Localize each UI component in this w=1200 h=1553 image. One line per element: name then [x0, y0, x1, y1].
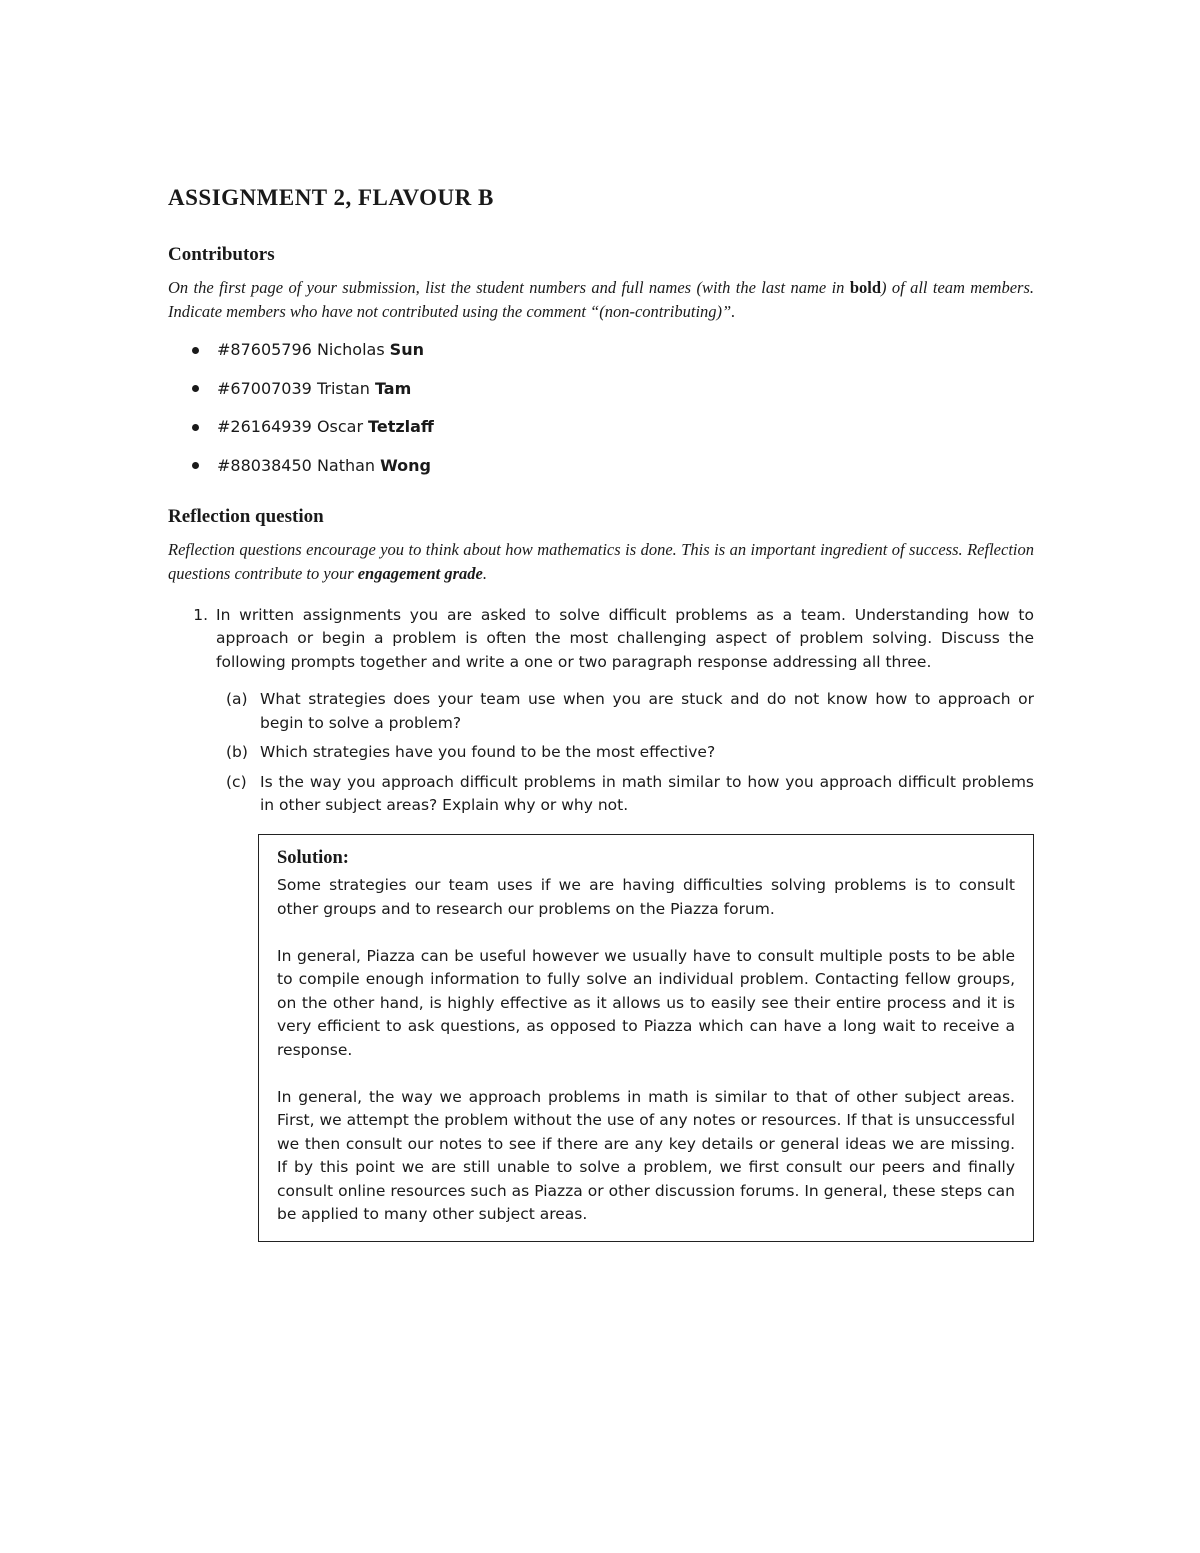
member-first-name: Nathan [316, 455, 376, 475]
list-item [168, 454, 1034, 478]
subquestion-label: (b) [226, 743, 248, 761]
bullet-icon [192, 385, 199, 392]
member-last-name: Sun [389, 340, 424, 359]
member-first-name: Oscar [316, 417, 364, 436]
member-last-name: Tetzlaff [368, 417, 434, 436]
contributors-instructions [168, 276, 1034, 324]
reflection-instructions-end: . [482, 563, 487, 583]
member-number: #67007039 [217, 378, 312, 398]
solution-paragraph: Some strategies our team uses if we are having difficulties solving problems is to consult other groups and to research our problems on the Piazza forum. [277, 876, 1015, 918]
list-item [168, 415, 1034, 439]
bullet-icon [192, 462, 199, 469]
subquestion-label: (a) [226, 690, 248, 708]
reflection-heading: Reflection question [168, 505, 324, 527]
reflection-instructions-bold: engagement grade [357, 563, 483, 583]
contributors-instructions-text: On the first page of your submission, list the student numbers and full names (with the last name in [168, 278, 845, 297]
question-1 [168, 604, 1034, 675]
bullet-icon [192, 424, 199, 431]
member-number: #87605796 [217, 340, 312, 359]
contributors-instructions-text-2: ) of all team members. Indicate members who have not contributed using the comment “(non-contributing)”. [168, 278, 1034, 321]
list-item [216, 771, 1034, 818]
solution-heading: Solution: [277, 847, 349, 868]
member-last-name: Tam [374, 378, 412, 398]
reflection-section [168, 504, 1034, 1242]
subquestion-list [216, 688, 1034, 818]
contributors-instructions-bold: bold [849, 278, 881, 297]
list-item [216, 741, 1034, 765]
solution-paragraph: In general, the way we approach problems in math is similar to that of other subject areas. First, we attempt the problem without the use of any notes or resources. If that is unsuccessful we then consult our notes to see if there are any key details or general ideas we are missing. If by this point we are still unable to solve a problem, we first consult our peers and finally consult online resources such as Piazza or other discussion forums. In general, these steps can be applied to many other subject areas. [277, 1087, 1015, 1223]
bullet-icon [192, 347, 199, 354]
member-number: #26164939 [217, 417, 312, 436]
subquestion-text: Which strategies have you found to be the most effective? [260, 743, 716, 761]
page-title: ASSIGNMENT 2, FLAVOUR B [168, 185, 494, 210]
question-number: 1. [193, 605, 208, 624]
list-item [168, 377, 1034, 401]
member-first-name: Tristan [316, 378, 370, 398]
member-first-name: Nicholas [316, 340, 385, 359]
subquestion-label: (c) [226, 772, 247, 791]
question-text: In written assignments you are asked to solve difficult problems as a team. Understanding how to approach or begin a problem is often the most challenging aspect of problem solving. Discuss the following prompts together and write a one or two paragraph response addressing all three. [216, 605, 1034, 671]
member-list [168, 338, 1034, 478]
subquestion-text: What strategies does your team use when you are stuck and do not know how to approach or begin to solve a problem? [260, 690, 1034, 732]
list-item [216, 688, 1034, 735]
document-page [168, 182, 1034, 1242]
subquestion-text: Is the way you approach difficult problems in math similar to how you approach difficult problems in other subject areas? Explain why or why not. [260, 772, 1034, 814]
member-last-name: Wong [380, 455, 431, 475]
member-number: #88038450 [217, 455, 312, 475]
solution-paragraph: In general, Piazza can be useful however we usually have to consult multiple posts to be able to compile enough information to fully solve an individual problem. Contacting fellow groups, on the other hand, is highly effective as it allows us to easily see their entire process and it is very efficient to ask questions, as opposed to Piazza which can have a long wait to receive a response. [277, 946, 1015, 1059]
reflection-instructions [168, 538, 1034, 586]
list-item [168, 338, 1034, 362]
reflection-instructions-text: Reflection questions encourage you to think about how mathematics is done. This is an important ingredient of success. Reflection questions contribute to your [168, 539, 1034, 583]
contributors-heading: Contributors [168, 244, 275, 265]
solution-box [258, 834, 1034, 1242]
